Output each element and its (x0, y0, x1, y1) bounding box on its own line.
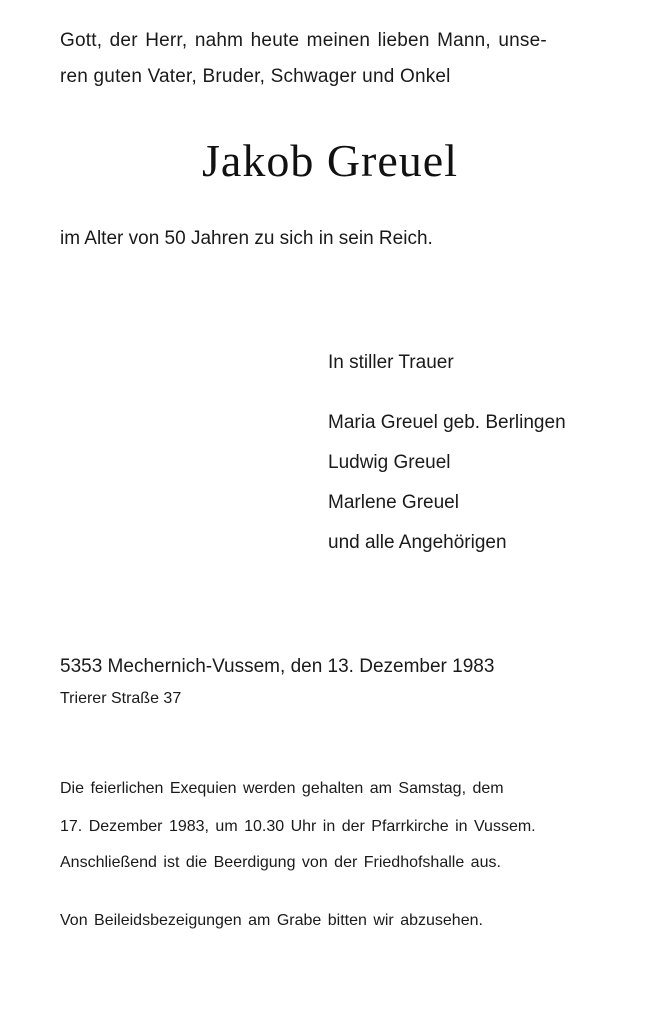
intro-line: Gott, der Herr, nahm heute meinen lieben Mann, unse- (60, 30, 547, 51)
service-line: 17. Dezember 1983, um 10.30 Uhr in der Pfarrkirche in Vussem. (60, 818, 536, 835)
street-address: Trierer Straße 37 (60, 690, 182, 707)
service-line: Die feierlichen Exequien werden gehalten am Samstag, dem (60, 780, 504, 797)
age-line: im Alter von 50 Jahren zu sich in sein Reich. (60, 228, 433, 249)
intro-line: ren guten Vater, Bruder, Schwager und Onkel (60, 66, 451, 87)
service-line: Anschließend ist die Beerdigung von der Friedhofshalle aus. (60, 854, 501, 871)
mourner-name: Maria Greuel geb. Berlingen (328, 412, 566, 433)
deceased-name: Jakob Greuel (202, 135, 458, 186)
mourner-name: Ludwig Greuel (328, 452, 451, 473)
mourner-name: und alle Angehörigen (328, 532, 507, 553)
place-date: 5353 Mechernich-Vussem, den 13. Dezember 1983 (60, 656, 495, 677)
mourner-name: Marlene Greuel (328, 492, 459, 513)
condolence-note: Von Beileidsbezeigungen am Grabe bitten wir abzusehen. (60, 912, 483, 929)
mourning-heading: In stiller Trauer (328, 352, 454, 373)
